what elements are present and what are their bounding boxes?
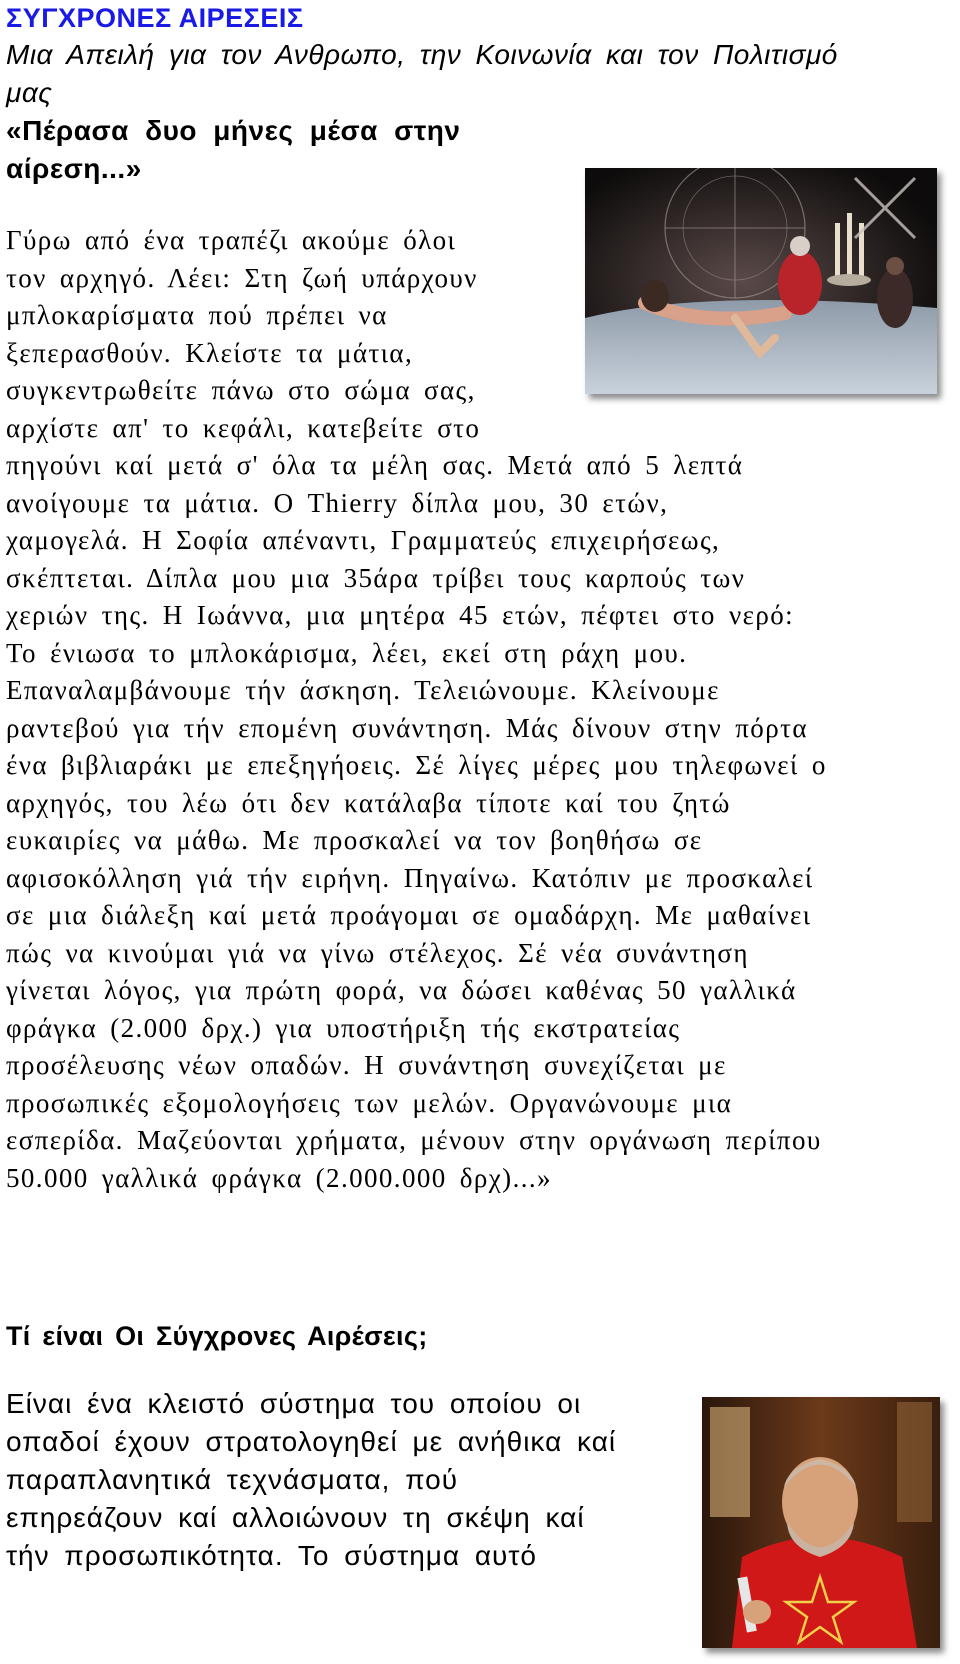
story-line: αρχίστε απ' το κεφάλι, κατεβείτε στο (6, 412, 481, 443)
story-line: Γύρω από ένα τραπέζι ακούμε όλοι (6, 225, 457, 255)
definition-line: οπαδοί έχουν στρατολογηθεί με ανήθικα καί (6, 1426, 617, 1457)
story-line: προσωπικές εξομολογήσεις των μελών. Οργανώνουμε μια (6, 1087, 733, 1118)
story-line: γίνεται λόγος, για πρώτη φορά, να δώσει καθένας 50 γαλλικά (6, 975, 797, 1005)
story-line: πώς να κινούμαι γιά να γίνω στέλεχος. Σέ νέα συνάντηση (6, 937, 749, 968)
definition-line: τήν προσωπικότητα. Το σύστημα αυτό (6, 1540, 538, 1571)
story-line: ένα βιβλιαράκι με επεξηγήοεις. Σέ λίγες μέρες μου τηλεφωνεί ο (6, 750, 827, 780)
testimony-heading: «Πέρασα δυο μήνες μέσα στην αίρεση...» (6, 115, 461, 184)
definition-text (6, 1385, 696, 1575)
story-line: χαμογελά. Η Σοφία απέναντι, Γραμματεύς επιχειρήσεως, (6, 525, 721, 555)
story-line: σε μια διάλεξη καί μετά προάγομαι σε ομαδάρχη. Με μαθαίνει (6, 900, 812, 930)
story-line: ευκαιρίες να μάθω. Με προσκαλεί να τον βοηθήσω σε (6, 825, 703, 855)
story-line: πηγούνι καί μετά σ' όλα τα μέλη σας. Μετά από 5 λεπτά (6, 450, 744, 480)
story-line: ξεπερασθούν. Κλείστε τα μάτια, (6, 337, 414, 368)
story-line: σκέπτεται. Δίπλα μου μια 35άρα τρίβει τους καρπούς των (6, 562, 746, 593)
cult-leader-photo (702, 1397, 940, 1648)
testimony-text (6, 222, 956, 1197)
story-line: ραντεβού για τήν επομένη συνάντηση. Μάς δίνουν στην πόρτα (6, 712, 808, 743)
story-line: 50.000 γαλλικά φράγκα (2.000.000 δρχ)...» (6, 1162, 552, 1193)
story-line: προσέλευσης νέων οπαδών. Η συνάντηση συνεχίζεται με (6, 1050, 727, 1080)
page-title: ΣΥΓΧΡΟΝΕΣ ΑΙΡΕΣΕΙΣ (6, 3, 304, 33)
story-line: Επαναλαμβάνουμε τήν άσκηση. Τελειώνουμε. Κλείνουμε (6, 675, 720, 705)
story-line: Το ένιωσα το μπλοκάρισμα, λέει, εκεί στη ράχη μου. (6, 637, 688, 668)
section-heading: Τί είναι Οι Σύγχρονες Αιρέσεις; (6, 1321, 428, 1351)
story-line: συγκεντρωθείτε πάνω στο σώμα σας, (6, 375, 476, 405)
story-line: χεριών της. Η Ιωάννα, μια μητέρα 45 ετών, πέφτει στο νερό: (6, 600, 795, 630)
story-line: αρχηγός, του λέω ότι δεν κατάλαβα τίποτε καί του ζητώ (6, 787, 731, 818)
story-line: ανοίγουμε τα μάτια. Ο Thierry δίπλα μου, 30 ετών, (6, 487, 669, 518)
page-subtitle: Μια Απειλή για τον Ανθρωπο, την Κοινωνία και τον Πολιτισμό μας (6, 39, 838, 108)
story-line: μπλοκαρίσματα πού πρέπει να (6, 300, 388, 330)
definition-line: επηρεάζουν καί αλλοιώνουν τη σκέψη καί (6, 1502, 585, 1533)
cult-leader-photo-image (702, 1397, 940, 1648)
story-line: αφισοκόλληση γιά τήν ειρήνη. Πηγαίνω. Κατόπιν με προσκαλεί (6, 862, 814, 893)
definition-line: Είναι ένα κλειστό σύστημα του οποίου οι (6, 1388, 582, 1419)
definition-line: παραπλανητικά τεχνάσματα, πού (6, 1464, 459, 1495)
story-line: τον αρχηγό. Λέει: Στη ζωή υπάρχουν (6, 262, 478, 293)
story-line: φράγκα (2.000 δρχ.) για υποστήριξη τής εκστρατείας (6, 1012, 681, 1043)
story-line: εσπερίδα. Μαζεύονται χρήματα, μένουν στην οργάνωση περίπου (6, 1125, 822, 1155)
